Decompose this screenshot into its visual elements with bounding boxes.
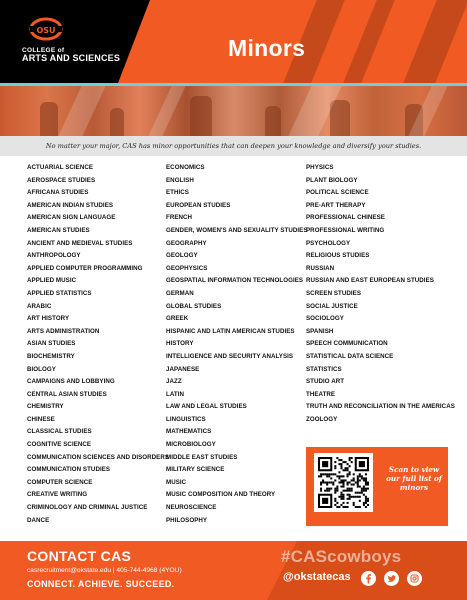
qr-callout[interactable]	[306, 447, 448, 526]
page-title: Minors	[228, 35, 306, 61]
minor-item: ETHICS	[166, 189, 189, 197]
college-line-small: COLLEGE of	[22, 47, 65, 54]
minor-item: COMMUNICATION SCIENCES AND DISORDERS	[27, 453, 170, 461]
twitter-icon[interactable]	[384, 571, 399, 586]
minor-item: PROFESSIONAL CHINESE	[306, 214, 385, 222]
minor-item: THEATRE	[306, 390, 336, 398]
tagline: CONNECT. ACHIEVE. SUCCEED.	[27, 579, 175, 589]
minor-item: CHINESE	[27, 415, 55, 423]
minor-item: EUROPEAN STUDIES	[166, 201, 231, 209]
minor-item: COGNITIVE SCIENCE	[27, 441, 92, 449]
minor-item: GEOSPATIAL INFORMATION TECHNOLOGIES	[166, 277, 304, 285]
qr-code[interactable]	[314, 453, 373, 512]
minor-item: LAW AND LEGAL STUDIES	[166, 403, 247, 411]
minors-column-3	[306, 164, 456, 428]
minor-item: MILITARY SCIENCE	[166, 466, 225, 474]
minor-item: SOCIAL JUSTICE	[306, 302, 358, 310]
minor-item: MICROBIOLOGY	[166, 441, 216, 449]
minor-item: STATISTICS	[306, 365, 342, 373]
minor-item: JAPANESE	[166, 365, 200, 373]
instagram-icon[interactable]	[407, 571, 422, 586]
minor-item: ACTUARIAL SCIENCE	[27, 164, 94, 171]
minor-item: PHILOSOPHY	[166, 516, 208, 524]
minor-item: GERMAN	[166, 289, 194, 297]
minor-item: MUSIC	[166, 478, 187, 486]
minor-item: RUSSIAN AND EAST EUROPEAN STUDIES	[306, 277, 434, 285]
minor-item: CAMPAIGNS AND LOBBYING	[27, 378, 115, 386]
qr-caption: Scan to view our full list of minors	[386, 465, 442, 492]
minors-column-2	[166, 164, 316, 529]
minor-item: CRIMINOLOGY AND CRIMINAL JUSTICE	[27, 504, 148, 512]
minor-item: ART HISTORY	[27, 315, 70, 323]
minor-item: APPLIED COMPUTER PROGRAMMING	[27, 264, 143, 272]
qr-code-icon	[318, 457, 369, 508]
minor-item: GEOGRAPHY	[166, 239, 207, 247]
minor-item: CLASSICAL STUDIES	[27, 428, 92, 436]
minor-item: APPLIED STATISTICS	[27, 289, 92, 297]
minor-item: STUDIO ART	[306, 378, 345, 386]
minor-item: GEOLOGY	[166, 252, 198, 260]
minor-item: PHYSICS	[306, 164, 334, 171]
footer-bar	[0, 541, 467, 600]
minor-item: BIOLOGY	[27, 365, 56, 373]
minor-item: COMMUNICATION STUDIES	[27, 466, 111, 474]
minor-item: POLITICAL SCIENCE	[306, 189, 369, 197]
minor-item: SPEECH COMMUNICATION	[306, 340, 388, 348]
intro-text: No matter your major, CAS has minor opportunities that can deepen your knowledge and diversify your studies.	[45, 142, 422, 150]
contact-title: CONTACT CAS	[27, 548, 132, 564]
minor-item: LINGUISTICS	[166, 415, 206, 423]
minor-item: ZOOLOGY	[306, 415, 338, 423]
minor-item: AEROSPACE STUDIES	[27, 176, 96, 184]
header-stripe	[403, 0, 467, 83]
minor-item: HISPANIC AND LATIN AMERICAN STUDIES	[166, 327, 295, 335]
minor-item: PLANT BIOLOGY	[306, 176, 358, 184]
minor-item: CREATIVE WRITING	[27, 491, 88, 499]
minor-item: RUSSIAN	[306, 264, 335, 272]
minor-item: COMPUTER SCIENCE	[27, 478, 93, 486]
minor-item: ARABIC	[27, 302, 52, 310]
minor-item: SOCIOLOGY	[306, 315, 344, 323]
minor-item: HISTORY	[166, 340, 194, 348]
minor-item: SCREEN STUDIES	[306, 289, 362, 297]
minor-item: ANCIENT AND MEDIEVAL STUDIES	[27, 239, 133, 247]
minor-item: AMERICAN INDIAN STUDIES	[27, 201, 114, 209]
minor-item: ECONOMICS	[166, 164, 205, 171]
osu-brand-icon	[28, 14, 64, 44]
svg-text:OSU: OSU	[36, 26, 56, 35]
minors-column-1	[27, 164, 177, 529]
minor-item: PRE-ART THERAPY	[306, 201, 366, 209]
minor-item: AMERICAN SIGN LANGUAGE	[27, 214, 116, 222]
minor-item: ARTS ADMINISTRATION	[27, 327, 100, 335]
social-handle[interactable]: @okstatecas	[283, 571, 351, 583]
facebook-icon[interactable]	[361, 571, 376, 586]
minor-item: MATHEMATICS	[166, 428, 212, 436]
minor-item: TRUTH AND RECONCILIATION IN THE AMERICAS	[306, 403, 455, 411]
minor-item: JAZZ	[166, 378, 182, 386]
minor-item: GREEK	[166, 315, 189, 323]
minor-item: NEUROSCIENCE	[166, 504, 217, 512]
minor-item: GENDER, WOMEN'S AND SEXUALITY STUDIES	[166, 226, 308, 234]
minor-item: FRENCH	[166, 214, 193, 222]
minor-item: AFRICANA STUDIES	[27, 189, 89, 197]
photo-collage	[0, 86, 467, 136]
minor-item: LATIN	[166, 390, 185, 398]
minor-item: MUSIC COMPOSITION AND THEORY	[166, 491, 276, 499]
contact-details[interactable]: casrecruitment@okstate.edu | 405-744-4968 (4YOU)	[27, 567, 182, 574]
minor-item: APPLIED MUSIC	[27, 277, 77, 285]
minor-item: RELIGIOUS STUDIES	[306, 252, 370, 260]
minor-item: CHEMISTRY	[27, 403, 64, 411]
minor-item: DANCE	[27, 516, 50, 524]
minor-item: STATISTICAL DATA SCIENCE	[306, 352, 394, 360]
header-banner	[0, 0, 467, 83]
minor-item: INTELLIGENCE AND SECURITY ANALYSIS	[166, 352, 294, 360]
minor-item: PROFESSIONAL WRITING	[306, 226, 385, 234]
minor-item: PSYCHOLOGY	[306, 239, 351, 247]
minor-item: CENTRAL ASIAN STUDIES	[27, 390, 107, 398]
college-logo	[22, 14, 132, 64]
hashtag: #CAScowboys	[281, 547, 402, 566]
minor-item: ANTHROPOLOGY	[27, 252, 81, 260]
minor-item: GEOPHYSICS	[166, 264, 208, 272]
minor-item: ASIAN STUDIES	[27, 340, 76, 348]
minor-item: MIDDLE EAST STUDIES	[166, 453, 238, 461]
college-name: ARTS AND SCIENCES	[22, 53, 121, 63]
minor-item: AMERICAN STUDIES	[27, 226, 90, 234]
minor-item: GLOBAL STUDIES	[166, 302, 222, 310]
header-stripe	[343, 0, 395, 83]
minor-item: ENGLISH	[166, 176, 194, 184]
minor-item: SPANISH	[306, 327, 334, 335]
minor-item: BIOCHEMISTRY	[27, 352, 75, 360]
